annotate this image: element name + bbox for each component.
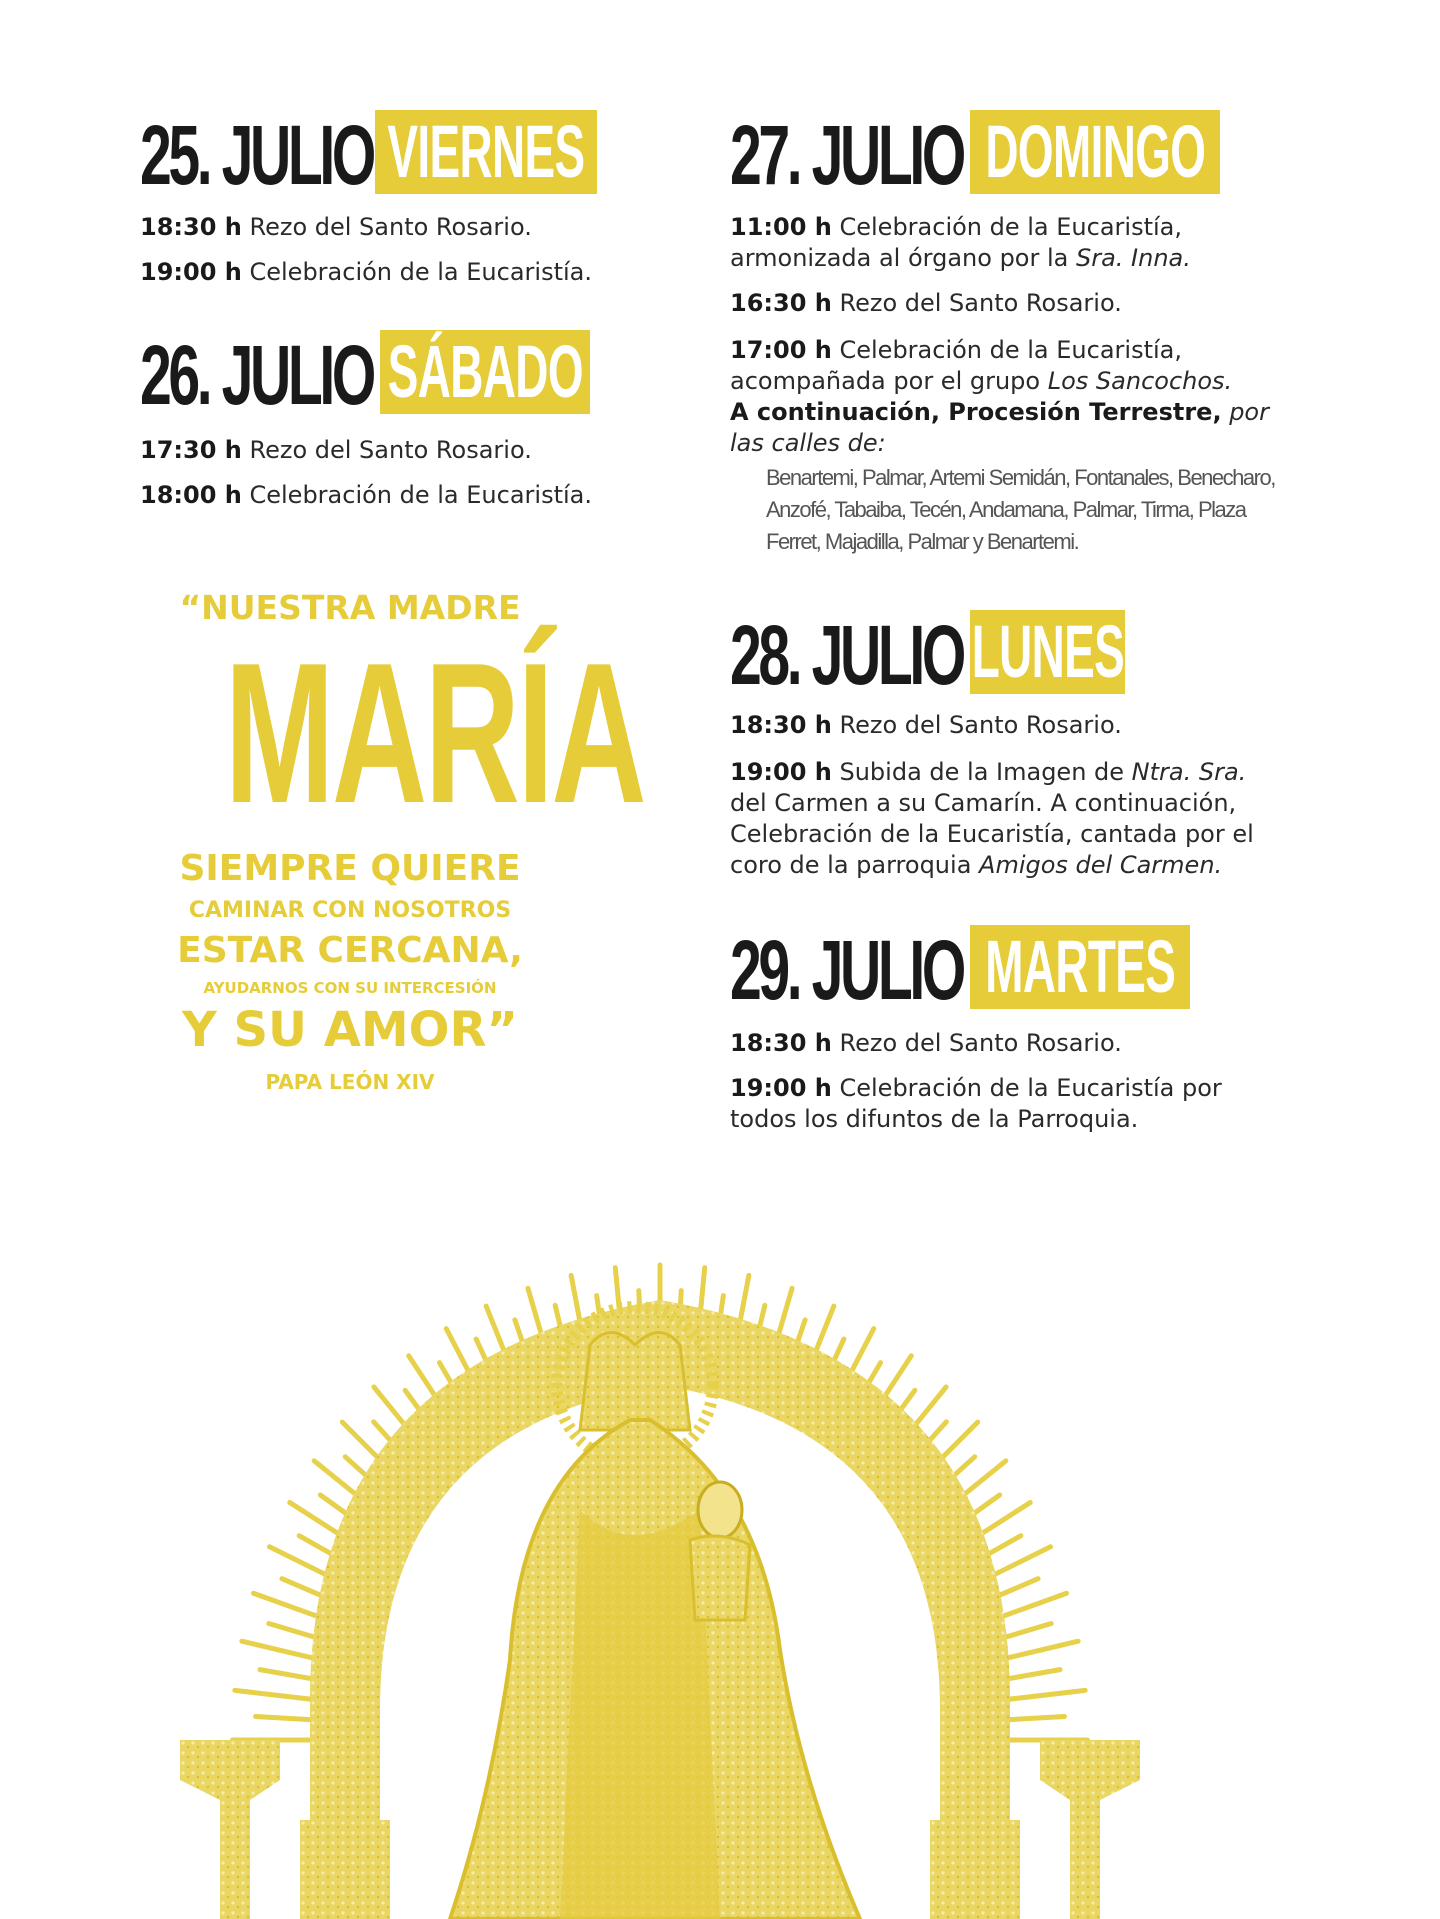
event-item: 17:30 h Rezo del Santo Rosario.: [140, 436, 532, 464]
day-date: 27. JULIO: [730, 108, 963, 202]
quote-line: Y SU AMOR”: [182, 1002, 518, 1058]
event-item: 19:00 h Celebración de la Eucaristía por todos los difuntos de la Parroquia.: [730, 1074, 1222, 1133]
quote-author: PAPA LEÓN XIV: [265, 1070, 435, 1094]
event-item: 11:00 h Celebración de la Eucaristía, armonizada al órgano por la Sra. Inna.: [730, 213, 1191, 272]
day-header-27: [730, 110, 1230, 200]
event-item: 18:30 h Rezo del Santo Rosario.: [730, 711, 1122, 739]
event-item: 18:30 h Rezo del Santo Rosario.: [140, 213, 532, 241]
weekday-badge: MARTES: [970, 925, 1190, 1009]
event-item: 19:00 h Celebración de la Eucaristía.: [140, 258, 592, 286]
weekday-badge: LUNES: [971, 610, 1124, 693]
weekday-badge: SÁBADO: [380, 330, 590, 414]
event-item: 18:30 h Rezo del Santo Rosario.: [730, 1029, 1122, 1057]
quote-line: AYUDARNOS CON SU INTERCESIÓN: [203, 979, 497, 997]
day-header-29: [730, 925, 1200, 1015]
quote-line: ESTAR CERCANA,: [177, 930, 523, 971]
event-item: 18:00 h Celebración de la Eucaristía.: [140, 481, 592, 509]
quote-line: CAMINAR CON NOSOTROS: [188, 898, 512, 923]
procession-streets: Benartemi, Palmar, Artemi Semidán, Fontanales, Benecharo, Anzofé, Tabaiba, Tecén, Andamana, Palmar, Tirma, Plaza Ferret, Majadilla, Palmar y Benartemi.: [766, 465, 1275, 554]
virgin-del-carmen-image: [160, 1180, 1160, 1919]
event-item: 16:30 h Rezo del Santo Rosario.: [730, 289, 1122, 317]
day-header-28: [730, 610, 1150, 700]
day-date: 28. JULIO: [730, 608, 963, 702]
quote-line: “NUESTRA MADRE: [179, 588, 521, 627]
day-header-25: [140, 110, 610, 200]
event-item: 17:00 h Celebración de la Eucaristía, acompañada por el grupo Los Sancochos. A continuación, Procesión Terrestre, por las calles de:: [730, 336, 1269, 457]
quote-maria: MARÍA: [224, 622, 645, 845]
day-date: 25. JULIO: [140, 108, 373, 202]
quote-line: SIEMPRE QUIERE: [179, 848, 521, 889]
day-date: 26. JULIO: [140, 328, 373, 422]
pope-quote: [160, 585, 645, 1102]
event-item: 19:00 h Subida de la Imagen de Ntra. Sra. del Carmen a su Camarín. A continuación, Celebración de la Eucaristía, cantada por el coro de la parroquia Amigos del Carmen.: [730, 758, 1254, 879]
weekday-badge: VIERNES: [375, 110, 597, 194]
weekday-badge: DOMINGO: [970, 110, 1220, 194]
day-date: 29. JULIO: [730, 923, 963, 1017]
day-header-26: [140, 330, 610, 420]
